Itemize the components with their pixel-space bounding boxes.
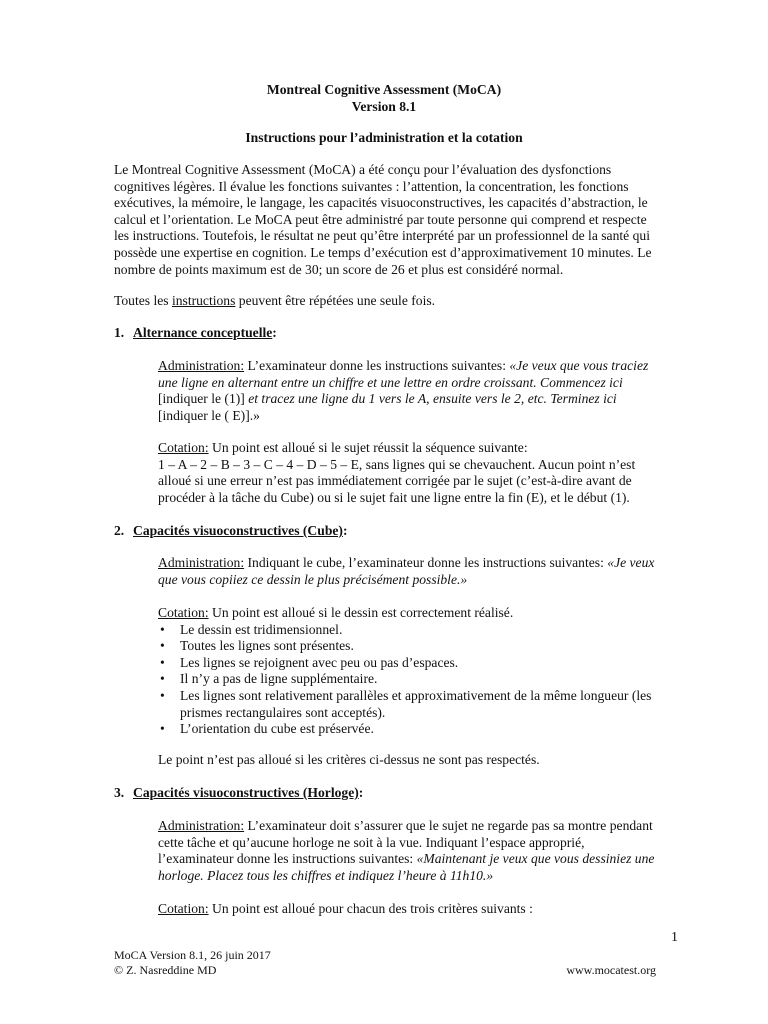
administration-label: Administration:	[158, 555, 245, 570]
bullet-icon: •	[160, 721, 165, 737]
instructions-link: instructions	[171, 293, 236, 308]
section-2-title: Capacités visuoconstructives (Cube)	[133, 523, 343, 538]
cotation-label: Cotation:	[158, 440, 209, 455]
administration-label: Administration:	[158, 818, 245, 833]
intro-paragraph: Le Montreal Cognitive Assessment (MoCA) a été conçu pour l’évaluation des dysfonctions cognitives légères. Il évalue les fonctions suivantes : l’attention, la concentration, les fonctions exécutives, la mémoire, le langage, les capacités visuoconstructives, les capacités d’abstraction, le calcul et l’orientation. Le MoCA peut être administré par toute personne qui comprend et respecte les instructions. Toutefois, le résultat ne peut qu’être interprété par un professionnel de la santé qui possède une expertise en cognition. Le temps d’exécution est d’approximativement 10 minutes. Le nombre de points maximum est de 30; un score de 26 et plus est considéré normal.	[114, 162, 652, 277]
section-3-number: 3.	[114, 785, 125, 800]
title-line-1: Montreal Cognitive Assessment (MoCA)	[266, 82, 502, 97]
section-2-cotation: Cotation: Un point est alloué si le dessin est correctement réalisé. • Le dessin est tridimensionnel. • Toutes les lignes sont présentes. • Les lignes se rejoignent avec peu ou pas d’espaces. • Il n’y a pas de ligne supplémentaire. • Les lignes sont relativement parallèles et approximativement de la même longueur (les prismes rectangulaires sont acceptés). • L’orientation du cube est préservée.	[158, 605, 658, 738]
section-1-administration: Administration: L’examinateur donne les instructions suivantes: «Je veux que vous traciez une ligne en alternant entre un chiffre et une lettre en ordre croissant. Commencez ici [indiquer le (1)] et tracez une ligne du 1 vers le A, ensuite vers le 2, etc. Terminez ici [indiquer le ( E)].»	[158, 358, 649, 423]
bullet-icon: •	[160, 687, 165, 703]
cotation-label: Cotation:	[158, 901, 209, 916]
list-item: • L’orientation du cube est préservée.	[160, 721, 374, 737]
bullet-icon: •	[160, 638, 165, 654]
footer-website: www.mocatest.org	[566, 963, 656, 977]
cube-criteria-list	[158, 622, 658, 738]
section-1-cotation: Cotation: Un point est alloué si le sujet réussit la séquence suivante: 1 – A – 2 – B – 3 – C – 4 – D – 5 – E, sans lignes qui se chevauchent. Aucun point n’est alloué si une erreur n’est pas immédiatement corrigée par le sujet (c’est-à-dire avant de procéder à la tâche du Cube) ou si le sujet fait une ligne entre la fin (E), et le début (1).	[158, 440, 636, 505]
list-item: • Les lignes se rejoignent avec peu ou pas d’espaces.	[160, 654, 459, 670]
footer-left	[114, 948, 271, 978]
document-subtitle: Instructions pour l’administration et la cotation	[245, 130, 523, 145]
footer-copyright: © Z. Nasreddine MD	[114, 963, 217, 977]
section-2-administration: Administration: Indiquant le cube, l’examinateur donne les instructions suivantes: «Je veux que vous copiiez ce dessin le plus précisément possible.»	[158, 555, 655, 587]
bullet-icon: •	[160, 621, 165, 637]
section-3-heading: 3. Capacités visuoconstructives (Horloge):	[114, 785, 364, 800]
section-1-heading: 1. Alternance conceptuelle:	[114, 325, 277, 340]
document-title	[0, 82, 768, 115]
section-1-title: Alternance conceptuelle	[133, 325, 273, 340]
section-2-note: Le point n’est pas alloué si les critères ci-dessus ne sont pas respectés.	[158, 752, 540, 767]
list-item: • Il n’y a pas de ligne supplémentaire.	[160, 671, 378, 687]
section-2-heading: 2. Capacités visuoconstructives (Cube):	[114, 523, 348, 538]
bullet-icon: •	[160, 654, 165, 670]
list-item: • Les lignes sont relativement parallèles et approximativement de la même longueur (les prismes rectangulaires sont acceptés).	[160, 687, 652, 720]
administration-label: Administration:	[158, 358, 245, 373]
section-3-administration: Administration: L’examinateur doit s’assurer que le sujet ne regarde pas sa montre pendant cette tâche et qu’aucune horloge ne soit à la vue. Indiquant l’espace approprié, l’examinateur donne les instructions suivantes: «Maintenant je veux que vous dessiniez une horloge. Placez tous les chiffres et indiquez l’heure à 11h10.»	[158, 818, 655, 883]
title-line-2: Version 8.1	[351, 98, 417, 114]
bullet-icon: •	[160, 671, 165, 687]
section-3-cotation: Cotation: Un point est alloué pour chacun des trois critères suivants :	[158, 901, 533, 916]
cotation-label: Cotation:	[158, 605, 209, 620]
repeat-note: Toutes les instructions peuvent être répétées une seule fois.	[114, 293, 436, 308]
section-2-number: 2.	[114, 523, 125, 538]
page-number: 1	[671, 930, 678, 945]
footer-version: MoCA Version 8.1, 26 juin 2017	[114, 948, 271, 962]
list-item: • Le dessin est tridimensionnel.	[160, 621, 343, 637]
section-1-number: 1.	[114, 325, 125, 340]
section-3-title: Capacités visuoconstructives (Horloge)	[133, 785, 359, 800]
list-item: • Toutes les lignes sont présentes.	[160, 638, 354, 654]
